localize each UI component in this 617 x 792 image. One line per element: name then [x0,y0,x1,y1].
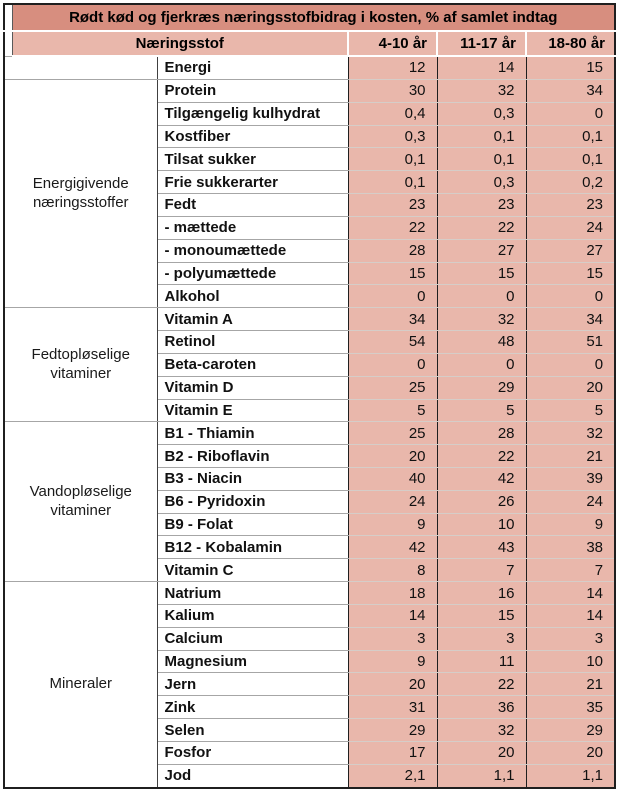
value-cell: 32 [437,719,526,742]
nutrient-name: Fosfor [157,741,348,764]
value-cell: 14 [526,604,615,627]
nutrient-name: Selen [157,719,348,742]
value-cell: 5 [526,399,615,422]
nutrient-name: Vitamin D [157,376,348,399]
value-cell: 31 [348,696,437,719]
table-row [4,308,615,331]
nutrient-name: B2 - Riboflavin [157,445,348,468]
value-cell: 26 [437,490,526,513]
value-cell: 3 [348,627,437,650]
value-cell: 0 [526,353,615,376]
nutrient-name: Vitamin E [157,399,348,422]
column-header-age-4-10: 4-10 år [348,31,437,56]
value-cell: 39 [526,467,615,490]
value-cell: 32 [437,308,526,331]
nutrient-name: Protein [157,79,348,102]
value-cell: 0,1 [437,125,526,148]
value-cell: 14 [526,582,615,605]
value-cell: 14 [437,56,526,79]
table-body [4,56,615,788]
value-cell: 1,1 [526,764,615,788]
nutrient-name: Jern [157,673,348,696]
value-cell: 1,1 [437,764,526,788]
value-cell: 23 [526,194,615,217]
value-cell: 23 [348,194,437,217]
nutrient-name: - monoumættede [157,239,348,262]
value-cell: 10 [437,513,526,536]
value-cell: 0 [437,353,526,376]
nutrient-name: Magnesium [157,650,348,673]
value-cell: 8 [348,559,437,582]
value-cell: 0 [348,285,437,308]
column-header-age-11-17: 11-17 år [437,31,526,56]
value-cell: 43 [437,536,526,559]
table-row [4,56,615,79]
value-cell: 17 [348,741,437,764]
nutrient-table [3,3,616,789]
value-cell: 29 [348,719,437,742]
value-cell: 20 [526,376,615,399]
value-cell: 20 [348,673,437,696]
value-cell: 21 [526,673,615,696]
value-cell: 0,3 [437,171,526,194]
value-cell: 15 [526,262,615,285]
value-cell: 34 [526,79,615,102]
nutrient-name: Fedt [157,194,348,217]
value-cell: 3 [437,627,526,650]
value-cell: 20 [526,741,615,764]
value-cell: 15 [526,56,615,79]
value-cell: 20 [348,445,437,468]
value-cell: 22 [437,673,526,696]
group-label: Fedtopløselige vitaminer [4,308,157,422]
value-cell: 0,4 [348,102,437,125]
value-cell: 24 [526,216,615,239]
value-cell: 0,3 [348,125,437,148]
value-cell: 32 [526,422,615,445]
value-cell: 23 [437,194,526,217]
nutrient-name: Frie sukkerarter [157,171,348,194]
value-cell: 0 [437,285,526,308]
group-label: Vandopløselige vitaminer [4,422,157,582]
value-cell: 15 [437,604,526,627]
value-cell: 22 [348,216,437,239]
value-cell: 14 [348,604,437,627]
value-cell: 25 [348,376,437,399]
value-cell: 34 [526,308,615,331]
value-cell: 22 [437,445,526,468]
value-cell: 20 [437,741,526,764]
nutrient-name: - polyumættede [157,262,348,285]
value-cell: 15 [437,262,526,285]
value-cell: 9 [348,650,437,673]
value-cell: 28 [348,239,437,262]
value-cell: 0 [526,285,615,308]
value-cell: 9 [526,513,615,536]
header-row [4,31,615,56]
value-cell: 9 [348,513,437,536]
value-cell: 7 [437,559,526,582]
nutrient-name: Natrium [157,582,348,605]
value-cell: 0,1 [348,148,437,171]
value-cell: 28 [437,422,526,445]
value-cell: 0,1 [526,125,615,148]
nutrient-name: Calcium [157,627,348,650]
value-cell: 35 [526,696,615,719]
value-cell: 0 [526,102,615,125]
title-row [4,4,615,31]
value-cell: 30 [348,79,437,102]
nutrient-name: Energi [157,56,348,79]
value-cell: 0,1 [348,171,437,194]
value-cell: 16 [437,582,526,605]
value-cell: 38 [526,536,615,559]
group-label: Energigivende næringsstoffer [4,79,157,307]
value-cell: 32 [437,79,526,102]
value-cell: 5 [437,399,526,422]
value-cell: 2,1 [348,764,437,788]
value-cell: 10 [526,650,615,673]
group-label [4,56,157,79]
nutrient-name: B3 - Niacin [157,467,348,490]
nutrient-name: Tilsat sukker [157,148,348,171]
value-cell: 42 [348,536,437,559]
nutrient-name: - mættede [157,216,348,239]
value-cell: 25 [348,422,437,445]
title-left-spacer [4,4,12,31]
value-cell: 29 [437,376,526,399]
nutrient-name: Alkohol [157,285,348,308]
value-cell: 5 [348,399,437,422]
value-cell: 0,3 [437,102,526,125]
nutrient-name: Retinol [157,331,348,354]
table-row [4,422,615,445]
value-cell: 12 [348,56,437,79]
value-cell: 42 [437,467,526,490]
nutrient-name: Kostfiber [157,125,348,148]
nutrient-name: Tilgængelig kulhydrat [157,102,348,125]
table-row [4,582,615,605]
value-cell: 3 [526,627,615,650]
value-cell: 0,1 [437,148,526,171]
value-cell: 34 [348,308,437,331]
value-cell: 18 [348,582,437,605]
column-header-nutrient: Næringsstof [12,31,348,56]
value-cell: 24 [348,490,437,513]
value-cell: 0,2 [526,171,615,194]
value-cell: 27 [437,239,526,262]
value-cell: 7 [526,559,615,582]
value-cell: 27 [526,239,615,262]
nutrient-name: B6 - Pyridoxin [157,490,348,513]
value-cell: 15 [348,262,437,285]
value-cell: 24 [526,490,615,513]
header-left-spacer [4,31,12,56]
nutrient-name: Jod [157,764,348,788]
value-cell: 48 [437,331,526,354]
value-cell: 0 [348,353,437,376]
value-cell: 21 [526,445,615,468]
nutrient-name: B12 - Kobalamin [157,536,348,559]
value-cell: 40 [348,467,437,490]
nutrient-name: Kalium [157,604,348,627]
column-header-age-18-80: 18-80 år [526,31,615,56]
nutrient-name: Beta-caroten [157,353,348,376]
value-cell: 54 [348,331,437,354]
group-label: Mineraler [4,582,157,788]
value-cell: 22 [437,216,526,239]
value-cell: 11 [437,650,526,673]
value-cell: 0,1 [526,148,615,171]
nutrient-name: B9 - Folat [157,513,348,536]
nutrient-name: Zink [157,696,348,719]
nutrient-name: B1 - Thiamin [157,422,348,445]
value-cell: 36 [437,696,526,719]
table-row [4,79,615,102]
value-cell: 51 [526,331,615,354]
value-cell: 29 [526,719,615,742]
nutrient-name: Vitamin A [157,308,348,331]
table-title: Rødt kød og fjerkræs næringsstofbidrag i kosten, % af samlet indtag [12,4,615,31]
nutrient-name: Vitamin C [157,559,348,582]
